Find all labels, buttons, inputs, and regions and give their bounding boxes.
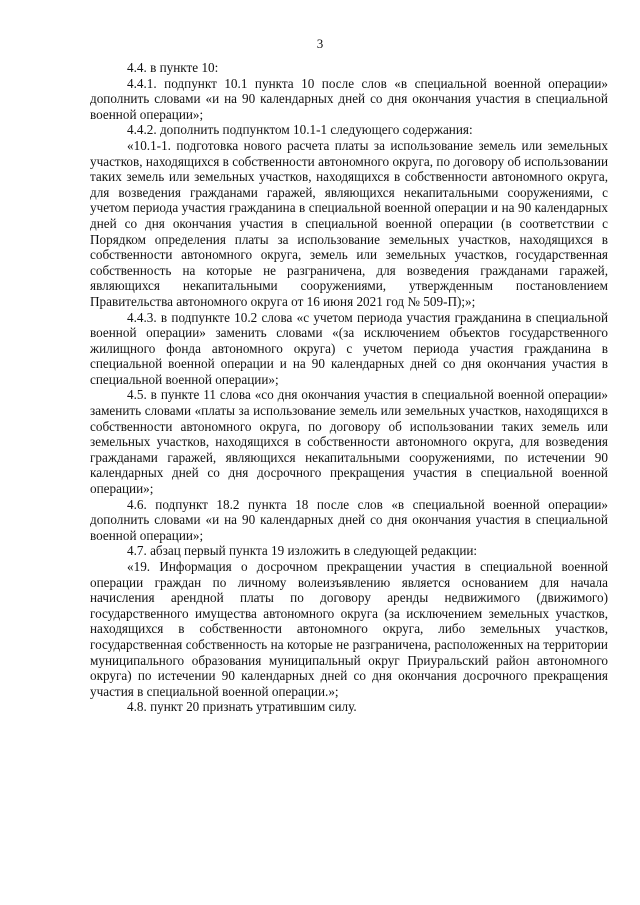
document-body [90, 60, 608, 715]
paragraph-4-6: 4.6. подпункт 18.2 пункта 18 после слов «в специальной военной операции» дополнить словами «и на 90 календарных дней со дня окончания участия в специальной военной операции»; [90, 496, 608, 543]
paragraph-4-5: 4.5. в пункте 11 слова «со дня окончания участия в специальной военной операции» заменить словами «платы за использование земель или земельных участков, находящихся в собственности автономного округа, по договору об использовании таких земель или земельных участков, находящихся в собственности автономного округа, для возведения гражданами гаражей, являющихся некапитальными сооружениями, по истечении 90 календарных дней со дня досрочного прекращения участия в специальной военной операции»; [90, 387, 608, 497]
paragraph-4-4-2: 4.4.2. дополнить подпунктом 10.1-1 следующего содержания: [127, 122, 473, 138]
paragraph-4-7: 4.7. абзац первый пункта 19 изложить в следующей редакции: [127, 543, 478, 559]
page-number: 3 [316, 36, 324, 51]
paragraph-4-4-3: 4.4.3. в подпункте 10.2 слова «с учетом периода участия гражданина в специальной военной операции» заменить словами «(за исключением объектов государственного жилищного фонда автономного округа) с учетом периода участия гражданина в специальной военной операции и на 90 календарных дней со дня окончания участия в специальной военной операции»; [90, 309, 608, 387]
paragraph-19-quote: «19. Информация о досрочном прекращении участия в специальной военной операции граждан по личному волеизъявлению является основанием для начала начисления арендной платы по договору аренды недвижимого (движимого) государственного имущества автономного округа (за исключением земельных участков, находящихся в собственности автономного округа, либо земельных участков, государственная собственность на которые не разграничена, расположенных на территории муниципального образования муниципальный округ Приуральский район автономного округа) по истечении 90 календарных дней со дня окончания досрочного прекращения участия в специальной военной операции.»; [90, 559, 608, 699]
paragraph-4-4: 4.4. в пункте 10: [127, 60, 219, 75]
paragraph-4-8: 4.8. пункт 20 признать утратившим силу. [127, 699, 357, 715]
paragraph-10-1-1-quote: «10.1-1. подготовка нового расчета платы за использование земель или земельных участков, находящихся в собственности автономного округа, по договору об использовании таких земель или земельных участков, находящихся в собственности автономного округа, для возведения гражданами гаражей, являющихся некапитальными сооружениями, с учетом периода участия гражданина в специальной военной операции и на 90 календарных дней со дня окончания участия в специальной военной операции (в соответствии с Порядком определения платы за использование земельных участков, находящихся в собственности автономного округа, земель или земельных участков, государственная собственность на которые не разграничена, для возведения гражданами гаражей, являющихся некапитальными сооружениями, утвержденным постановлением Правительства автономного округа от 16 июня 2021 год № 509-П);»; [90, 137, 608, 309]
paragraph-4-4-1: 4.4.1. подпункт 10.1 пункта 10 после слов «в специальной военной операции» дополнить словами «и на 90 календарных дней со дня окончания участия в специальной военной операции»; [90, 75, 608, 122]
